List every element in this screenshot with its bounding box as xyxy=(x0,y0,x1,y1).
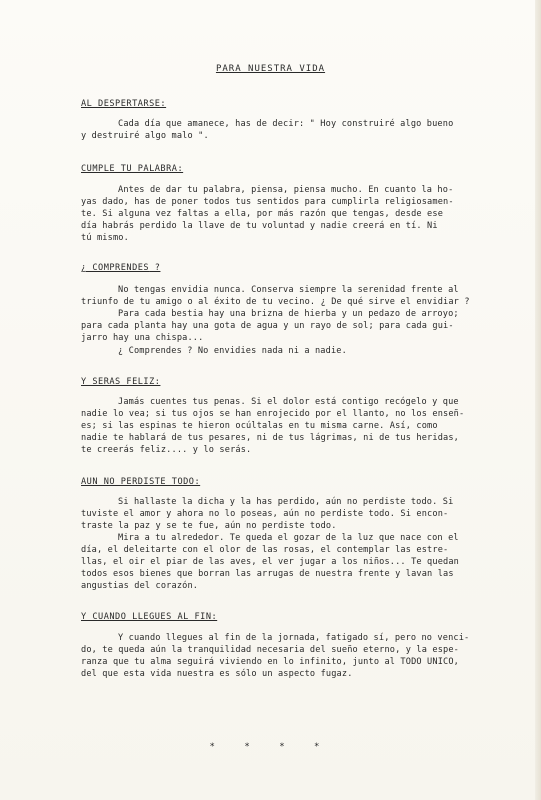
paragraph-line: traste la paz y se te fue, aún no perdiste todo. xyxy=(81,521,337,531)
section-heading-suffix: ? xyxy=(149,263,161,273)
paragraph-line: jarro hay una chispa... xyxy=(81,333,204,343)
document-title: PARA NUESTRA VIDA xyxy=(215,64,326,74)
paragraph-line: del que esta vida nuestra es sólo un aspecto fugaz. xyxy=(81,669,353,679)
section-heading xyxy=(81,263,160,273)
paragraph-line: yas dado, has de poner todos tus sentidos para cumplirla religiosamen- xyxy=(81,197,454,207)
paragraph-line: Cada día que amanece, has de decir: " Hoy construiré algo bueno xyxy=(118,119,454,129)
paragraph-line: nadie te hablará de tus pesares, ni de tus lágrimas, ni de tus heridas, xyxy=(81,433,459,443)
paragraph-line: día habrás perdido la llave de tu voluntad y nadie creerá en tí. Ni xyxy=(81,221,438,231)
closing-asterisks: * * * * xyxy=(209,742,332,752)
paragraph-line: y destruiré algo malo ". xyxy=(81,131,209,141)
paragraph-line: te creerás feliz.... y lo serás. xyxy=(81,445,252,455)
paragraph-line: triunfo de tu amigo o al éxito de tu vecino. ¿ De qué sirve el envidiar ? xyxy=(81,297,470,307)
paragraph-line: nadie lo vea; si tus ojos se han enrojecido por el llanto, no los enseñ- xyxy=(81,409,465,419)
paragraph-line: ¿ Comprendes ? No envidies nada ni a nadie. xyxy=(118,346,347,356)
paragraph-line: tuviste el amor y ahora no lo poseas, aún no perdiste todo. Si encon- xyxy=(81,509,449,519)
paragraph-line: para cada planta hay una gota de agua y un rayo de sol; para cada gui- xyxy=(81,321,454,331)
section-heading: CUMPLE TU PALABRA: xyxy=(81,164,184,174)
paragraph-line: Si hallaste la dicha y la has perdido, aún no perdiste todo. Si xyxy=(118,497,454,507)
paragraph-line: Para cada bestia hay una brizna de hierba y un pedazo de arroyo; xyxy=(118,309,459,319)
paragraph-line: Y cuando llegues al fin de la jornada, fatigado sí, pero no venci- xyxy=(118,633,470,643)
paragraph-line: es; si las espinas te hieron ocúltalas en tu misma carne. Así, como xyxy=(81,421,438,431)
paragraph-line: do, te queda aún la tranquilidad necesaria del sueño eterno, y la espe- xyxy=(81,645,459,655)
section-heading: Y SERAS FELIZ: xyxy=(81,377,161,387)
section-heading-text: ¿ COMPRENDES xyxy=(81,263,150,273)
paragraph-line: te. Si alguna vez faltas a ella, por más razón que tengas, desde ese xyxy=(81,209,444,219)
section-heading: AL DESPERTARSE: xyxy=(81,99,167,109)
paragraph-line: No tengas envidia nunca. Conserva siempre la serenidad frente al xyxy=(118,285,459,295)
paragraph-line: llas, el oir el piar de las aves, el ver jugar a los niños... Te quedan xyxy=(81,557,459,567)
paragraph-line: tú mismo. xyxy=(81,233,129,243)
paragraph-line: Jamás cuentes tus penas. Si el dolor está contigo recógelo y que xyxy=(118,397,459,407)
paragraph-line: Mira a tu alrededor. Te queda el gozar de la luz que nace con el xyxy=(118,533,459,543)
paragraph-line: angustias del corazón. xyxy=(81,581,199,591)
section-heading: Y CUANDO LLEGUES AL FIN: xyxy=(81,612,218,622)
paragraph-line: Antes de dar tu palabra, piensa, piensa mucho. En cuanto la ho- xyxy=(118,185,454,195)
paragraph-line: todos esos bienes que borran las arrugas de nuestra frente y lavan las xyxy=(81,569,454,579)
paragraph-line: ranza que tu alma seguirá viviendo en lo infinito, junto al TODO UNICO, xyxy=(81,657,459,667)
paragraph-line: día, el deleitarte con el olor de las rosas, el contemplar las estre- xyxy=(81,545,449,555)
page-edge xyxy=(535,0,541,800)
section-heading: AUN NO PERDISTE TODO: xyxy=(81,477,201,487)
